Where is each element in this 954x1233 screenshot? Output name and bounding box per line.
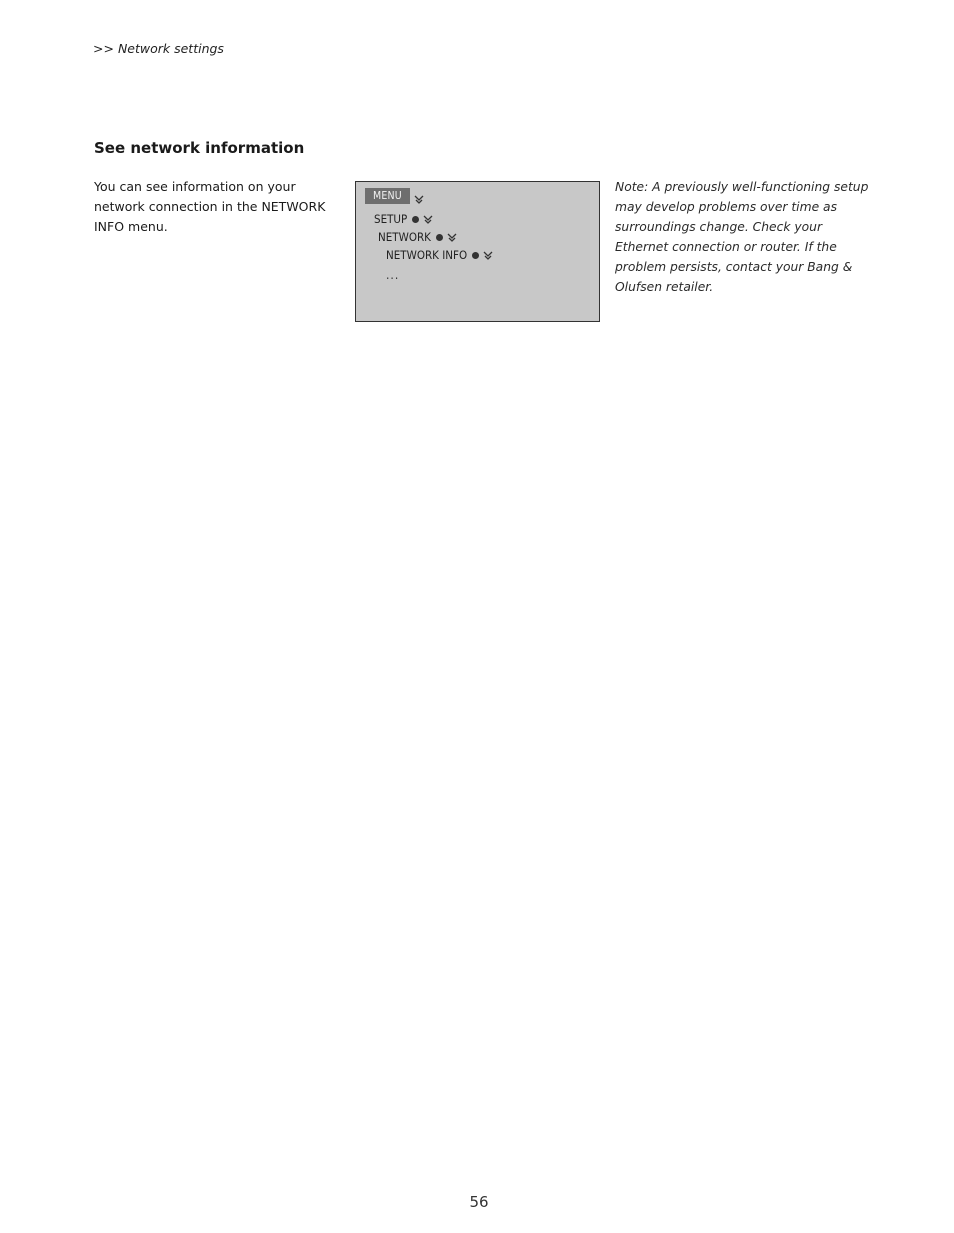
chevron-down-icon — [423, 214, 433, 224]
breadcrumb-arrows: >> — [93, 41, 114, 56]
menu-item-label: NETWORK INFO — [386, 248, 468, 262]
section-title: See network information — [94, 139, 305, 157]
breadcrumb — [93, 41, 224, 56]
breadcrumb-label: Network settings — [117, 41, 224, 56]
chevron-down-icon — [447, 232, 457, 242]
chevron-down-icon — [483, 250, 493, 260]
menu-diagram — [355, 181, 600, 322]
menu-item-network-info — [386, 248, 493, 262]
select-dot-icon — [472, 252, 479, 259]
select-dot-icon — [412, 216, 419, 223]
page-number: 56 — [469, 1193, 489, 1211]
chevron-down-icon — [414, 194, 424, 204]
menu-item-network — [378, 230, 457, 244]
menu-item-label: SETUP — [374, 212, 408, 226]
menu-ellipsis: ... — [386, 268, 400, 282]
section-body-text: You can see information on your network connection in the NETWORK INFO menu. — [94, 179, 326, 234]
note-text: Note: A previously well-functioning setup may develop problems over time as surroundings change. Check your Ethernet connection or router. If the problem persists, contact your Bang & Olufsen retailer. — [615, 180, 869, 294]
menu-item-label: NETWORK — [378, 230, 431, 244]
menu-item-setup — [374, 212, 433, 226]
menu-tag: MENU — [365, 188, 410, 204]
select-dot-icon — [436, 234, 443, 241]
